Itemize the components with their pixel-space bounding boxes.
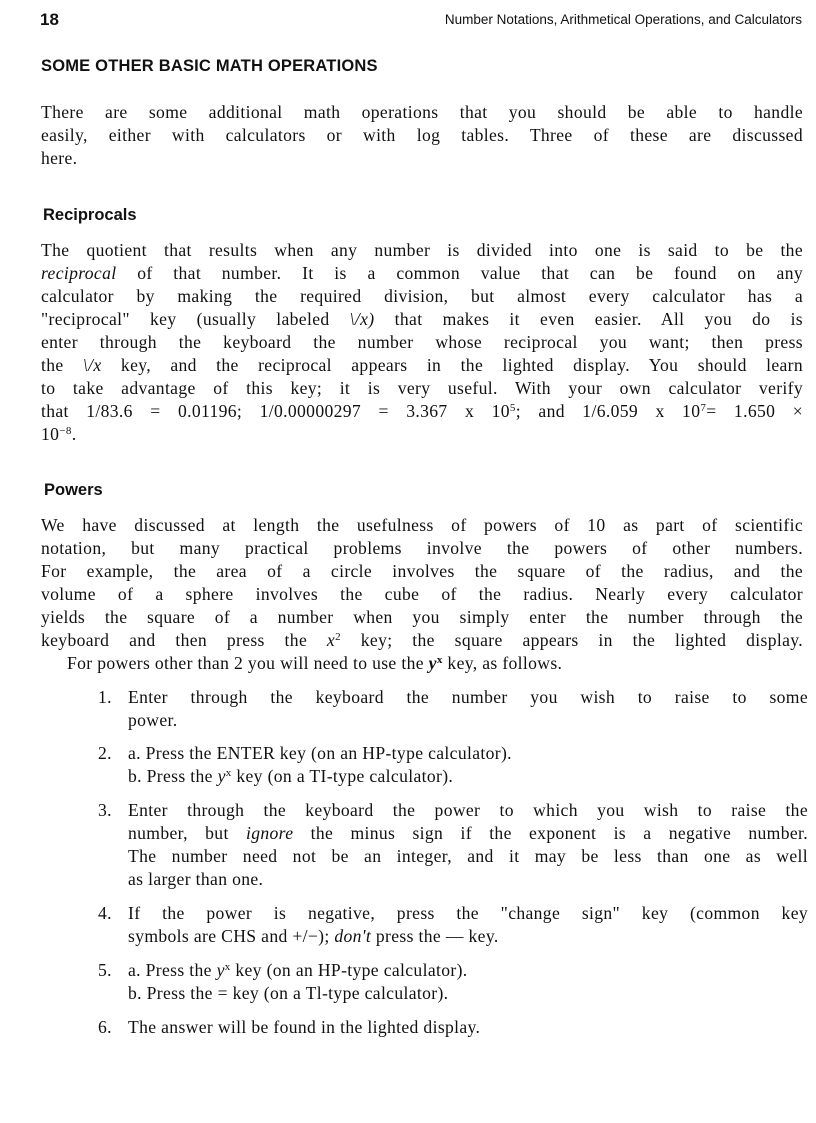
- text-line: power.: [128, 710, 178, 730]
- step-number: 3.: [98, 800, 112, 820]
- term-reciprocal: reciprocal: [41, 263, 117, 283]
- text-line: If the power is negative, press the "change sign" key (common key: [128, 903, 808, 923]
- step-number: 1.: [98, 687, 112, 707]
- list-item: [98, 902, 808, 948]
- step-number: 5.: [98, 960, 112, 980]
- text-line: yields the square of a number when you simply enter the number through the: [41, 607, 803, 627]
- text-line: "reciprocal" key (usually labeled \/x) that makes it even easier. All you do is: [41, 309, 804, 329]
- power-key-label: y: [217, 766, 226, 786]
- text-line: The quotient that results when any number is divided into one is said to be the: [41, 240, 803, 260]
- step-number: 6.: [98, 1017, 112, 1037]
- text-line: The answer will be found in the lighted display.: [128, 1017, 481, 1037]
- square-key-label: x: [326, 630, 336, 650]
- running-title: Number Notations, Arithmetical Operations, and Calculators: [444, 12, 802, 27]
- step-number: 4.: [98, 903, 112, 923]
- power-key-label: y: [428, 653, 437, 673]
- section-title: SOME OTHER BASIC MATH OPERATIONS: [41, 57, 378, 75]
- reciprocal-key-label: \/x: [82, 355, 102, 375]
- text-line: symbols are CHS and +/−); don't press the — key.: [128, 926, 499, 946]
- text-line: b. Press the $y^x$ key (on a TI-type calculator).: [128, 766, 454, 786]
- text-line: enter through the keyboard the number whose reciprocal you want; then press: [41, 332, 803, 352]
- page-header: [40, 10, 802, 34]
- text-line: the \/x key, and the reciprocal appears in the lighted display. You should learn: [41, 355, 804, 375]
- text-line: $10^{-8}$.: [41, 424, 77, 444]
- list-item: [98, 1016, 808, 1039]
- text-line: The number need not be an integer, and it may be less than one as well: [128, 846, 808, 866]
- text-line: that 1/83.6 = 0.01196; 1/0.00000297 = 3.367 x $10^5$; and 1/6.059 x $10^7= 1.650$ ×: [41, 401, 803, 421]
- text-line: There are some additional math operations that you should be able to handle: [41, 102, 803, 122]
- text-line: For powers other than 2 you will need to use the $y^x$ key, as follows.: [67, 653, 563, 673]
- text-line: reciprocal of that number. It is a common value that can be found on any: [41, 263, 803, 283]
- text-line: Enter through the keyboard the number you wish to raise to some: [128, 687, 808, 707]
- text-line: calculator by making the required division, but almost every calculator has a: [41, 286, 803, 306]
- list-item: [98, 742, 808, 788]
- list-item: [98, 686, 808, 732]
- text-line: b. Press the = key (on a Tl-type calculator).: [128, 983, 449, 1003]
- page-number: 18: [40, 10, 59, 29]
- text-line: notation, but many practical problems involve the powers of other numbers.: [41, 538, 803, 558]
- text-line: We have discussed at length the usefulness of powers of 10 as part of scientific: [41, 515, 803, 535]
- list-item: [98, 959, 808, 1005]
- text-line: a. Press the $y^x$ key (on an HP-type calculator).: [128, 960, 468, 980]
- text-line: Enter through the keyboard the power to which you wish to raise the: [128, 800, 808, 820]
- text-line: a. Press the ENTER key (on an HP-type calculator).: [128, 743, 512, 763]
- list-item: [98, 799, 808, 891]
- text-line: keyboard and then press the $x^2$ key; the square appears in the lighted display.: [41, 630, 803, 650]
- emphasis: don't: [334, 926, 372, 946]
- step-number: 2.: [98, 743, 112, 763]
- powers-paragraph: [41, 514, 803, 675]
- intro-paragraph: [41, 101, 803, 170]
- text-line: number, but ignore the minus sign if the exponent is a negative number.: [128, 823, 808, 843]
- emphasis: ignore: [245, 823, 294, 843]
- reciprocal-key-label: \/x): [349, 309, 375, 329]
- powers-heading: Powers: [44, 481, 103, 499]
- text-line: as larger than one.: [128, 869, 264, 889]
- power-key-label: y: [216, 960, 225, 980]
- text-line: to take advantage of this key; it is very useful. With your own calculator verify: [41, 378, 803, 398]
- text-line: For example, the area of a circle involves the square of the radius, and the: [41, 561, 803, 581]
- reciprocals-paragraph: [41, 239, 803, 446]
- text-line: easily, either with calculators or with log tables. Three of these are discussed: [41, 125, 803, 145]
- text-line: volume of a sphere involves the cube of the radius. Nearly every calculator: [41, 584, 803, 604]
- text-line: here.: [41, 148, 78, 168]
- reciprocals-heading: Reciprocals: [43, 206, 137, 224]
